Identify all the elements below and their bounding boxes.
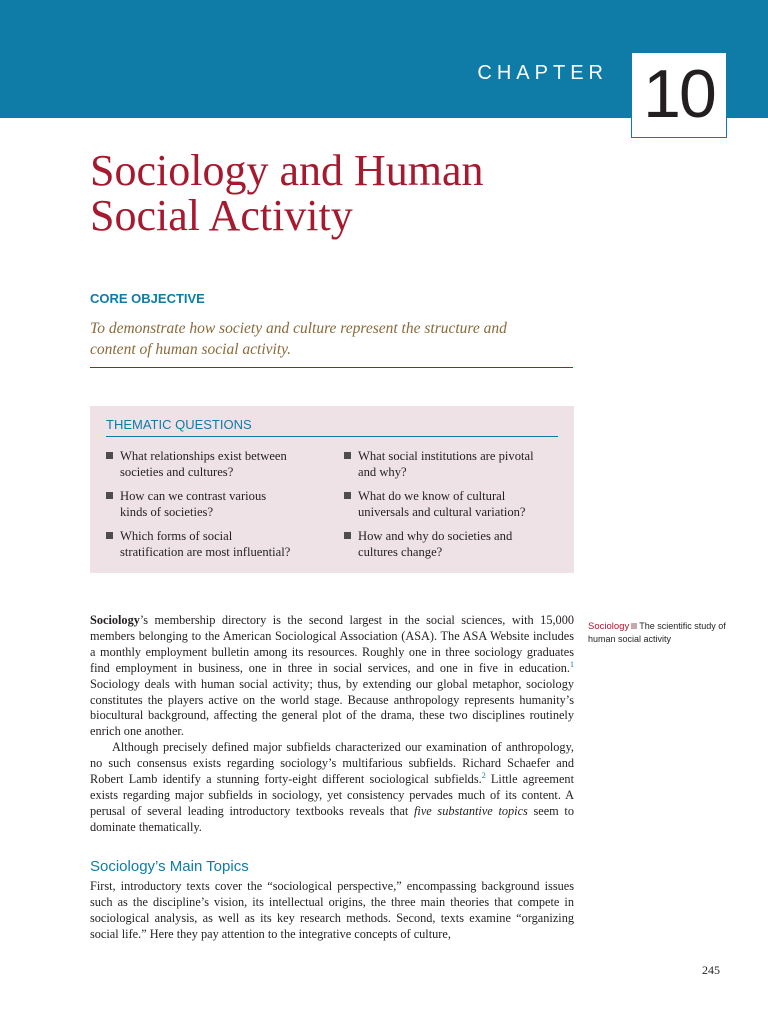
core-objective-line2: content of human social activity. (90, 341, 292, 358)
thematic-question: What relationships exist between societies and cultures? (106, 448, 287, 480)
thematic-question: What social institutions are pivotal and why? (344, 448, 534, 480)
objective-divider (90, 367, 573, 368)
section-heading: Sociology’s Main Topics (90, 858, 249, 875)
square-bullet-icon (106, 532, 113, 539)
body-text-intro (90, 613, 574, 836)
page-number: 245 (702, 963, 720, 977)
footnote-ref[interactable]: 2 (481, 770, 486, 780)
thematic-question: Which forms of social stratification are most influential? (106, 528, 290, 560)
chapter-title-line2: Social Activity (90, 191, 353, 240)
square-bullet-icon (344, 532, 351, 539)
thematic-questions-box (90, 406, 574, 573)
square-bullet-icon (106, 492, 113, 499)
square-bullet-icon (344, 492, 351, 499)
thematic-question: How can we contrast various kinds of societies? (106, 488, 266, 520)
square-separator-icon (631, 623, 637, 629)
core-objective-text (90, 318, 570, 360)
paragraph-1: Sociology’s membership directory is the second largest in the social sciences, with 15,000 members belonging to the American Sociological Association (ASA). The ASA Website includes a monthly employment bulletin among its resources. Roughly one in three sociology graduates find employment in business, one in three in social services, and one in five in education.$^1$ Sociology deals with human social activity; thus, by extending our global metaphor, sociology constitutes the players active on the world stage. Because anthropology represents humanity’s biocultural background, affecting the general plot of the drama, these two disciplines routinely enrich one another. (90, 613, 574, 739)
paragraph-2: Although precisely defined major subfields characterized our examination of anthropology, no such consensus exists regarding sociology’s multifarious subfields. Richard Schaefer and Robert Lamb identify a stunning forty-eight different sociological subfields.$^2$ Little agreement exists regarding major subfields in sociology, yet consistency pervades much of its content. A perusal of several leading introductory textbooks reveals that five substantive topics seem to dominate thematically. (90, 740, 574, 834)
glossary-definition: The scientific study of human social activity (588, 621, 726, 644)
core-objective-line1: To demonstrate how society and culture represent the structure and (90, 320, 507, 337)
section-paragraph: First, introductory texts cover the “sociological perspective,” encompassing background issues such as the discipline’s vision, its intellectual origins, the three main theories that compete in sociological analysis, as well as its key research methods. Second, texts examine “organizing social life.” Here they pay attention to the integrative concepts of culture, (90, 879, 574, 941)
chapter-label: CHAPTER (477, 62, 608, 84)
square-bullet-icon (106, 452, 113, 459)
chapter-number: 10 (643, 56, 715, 132)
footnote-ref[interactable]: 1 (570, 659, 574, 669)
chapter-number-box (631, 52, 727, 138)
key-term: Sociology (90, 613, 140, 627)
body-text-section (90, 879, 574, 943)
emphasis-text: five substantive topics (414, 803, 528, 818)
chapter-title (90, 148, 610, 238)
thematic-divider (106, 436, 558, 437)
core-objective-label: CORE OBJECTIVE (90, 291, 205, 306)
thematic-question: How and why do societies and cultures change? (344, 528, 512, 560)
thematic-questions-title: THEMATIC QUESTIONS (106, 417, 252, 432)
chapter-title-line1: Sociology and Human (90, 146, 484, 195)
glossary-term: Sociology (588, 621, 630, 632)
square-bullet-icon (344, 452, 351, 459)
margin-glossary (588, 620, 728, 645)
thematic-question: What do we know of cultural universals and cultural variation? (344, 488, 526, 520)
